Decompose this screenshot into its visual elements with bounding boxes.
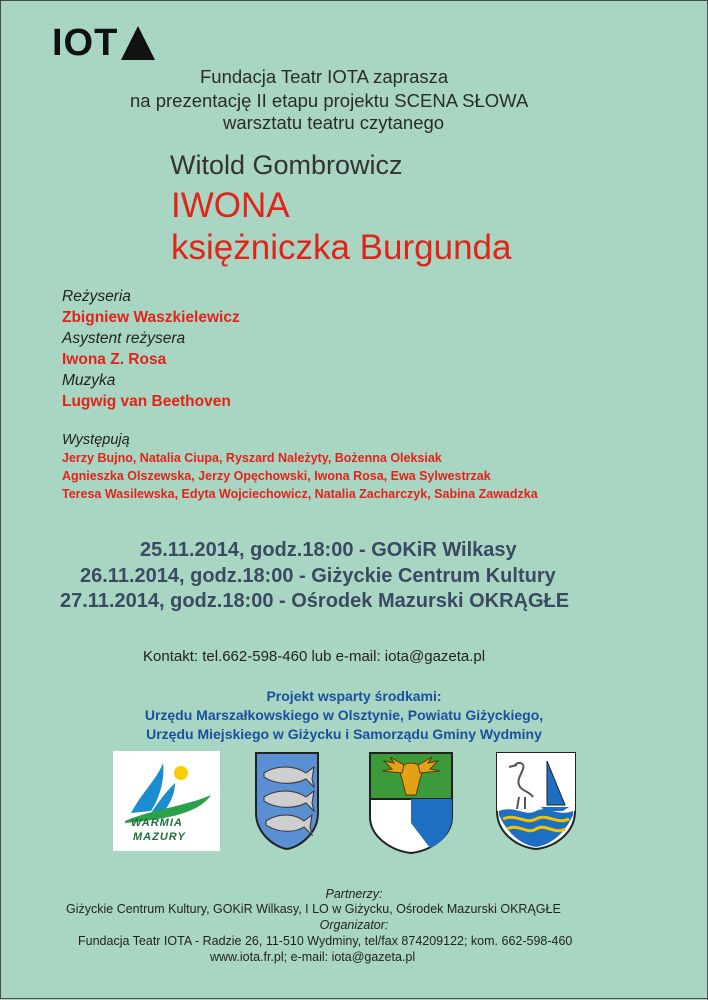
assistant-label: Asystent reżysera: [62, 330, 186, 347]
support-line-2: Urzędu Marszałkowskiego w Olsztynie, Powiatu Giżyckiego,: [144, 707, 544, 723]
support-line-3: Urzędu Miejskiego w Giżycku i Samorządu Gminy Wydminy: [146, 726, 542, 742]
mazury-text: MAZURY: [133, 831, 186, 843]
date-line-2: 26.11.2014, godz.18:00 - Giżyckie Centrum Kultury: [80, 565, 556, 587]
deer-crest-icon: [368, 751, 454, 854]
play-title-line-1: IWONA: [171, 186, 290, 225]
cast-line-3: Teresa Wasilewska, Edyta Wojciechowicz, Natalia Zacharczyk, Sabina Zawadzka: [62, 487, 538, 501]
intro-line-2: na prezentację II etapu projektu SCENA SŁOWA: [130, 90, 529, 111]
music-name: Lugwig van Beethoven: [62, 393, 231, 410]
intro-line-3: warsztatu teatru czytanego: [223, 112, 445, 133]
three-fish-crest-icon: [254, 751, 320, 850]
date-line-3: 27.11.2014, godz.18:00 - Ośrodek Mazurski OKRĄGŁE: [60, 590, 570, 612]
cast-label: Występują: [62, 432, 130, 448]
partners-label-text: Partnerzy:: [325, 887, 383, 901]
iota-logo: [52, 22, 156, 64]
web-and-email: www.iota.fr.pl; e-mail: iota@gazeta.pl: [210, 950, 416, 964]
organizer-details: Fundacja Teatr IOTA - Radzie 26, 11-510 Wydminy, tel/fax 874209122; kom. 662-598-460: [78, 934, 573, 948]
organizer-label: [0, 918, 708, 934]
triangle-a-icon: [120, 25, 156, 61]
warmia-text: WARMIA: [131, 817, 183, 829]
logo-text: IOT: [52, 22, 119, 64]
partners-label: [0, 887, 708, 903]
intro-line-1: Fundacja Teatr IOTA zaprasza: [200, 66, 449, 87]
play-title-line-2: księżniczka Burgunda: [171, 228, 512, 267]
partners-list: Giżyckie Centrum Kultury, GOKiR Wilkasy, I LO w Giżycku, Ośrodek Mazurski OKRĄGŁE: [66, 902, 561, 916]
author-name: Witold Gombrowicz: [170, 150, 403, 180]
director-name: Zbigniew Waszkielewicz: [62, 309, 240, 326]
heron-boat-crest-icon: [495, 751, 577, 851]
support-line-1: Projekt wsparty środkami:: [266, 688, 442, 704]
assistant-name: Iwona Z. Rosa: [62, 351, 167, 368]
cast-line-1: Jerzy Bujno, Natalia Ciupa, Ryszard Należyty, Bożenna Oleksiak: [62, 451, 442, 465]
music-label: Muzyka: [62, 372, 116, 389]
contact-line: Kontakt: tel.662-598-460 lub e-mail: iota@gazeta.pl: [143, 648, 486, 665]
warmia-mazury-logo: [113, 751, 220, 851]
date-line-1: 25.11.2014, godz.18:00 - GOKiR Wilkasy: [140, 539, 517, 561]
cast-line-2: Agnieszka Olszewska, Jerzy Opęchowski, Iwona Rosa, Ewa Sylwestrzak: [62, 469, 491, 483]
director-label: Reżyseria: [62, 288, 131, 305]
organizer-label-text: Organizator:: [319, 918, 389, 932]
